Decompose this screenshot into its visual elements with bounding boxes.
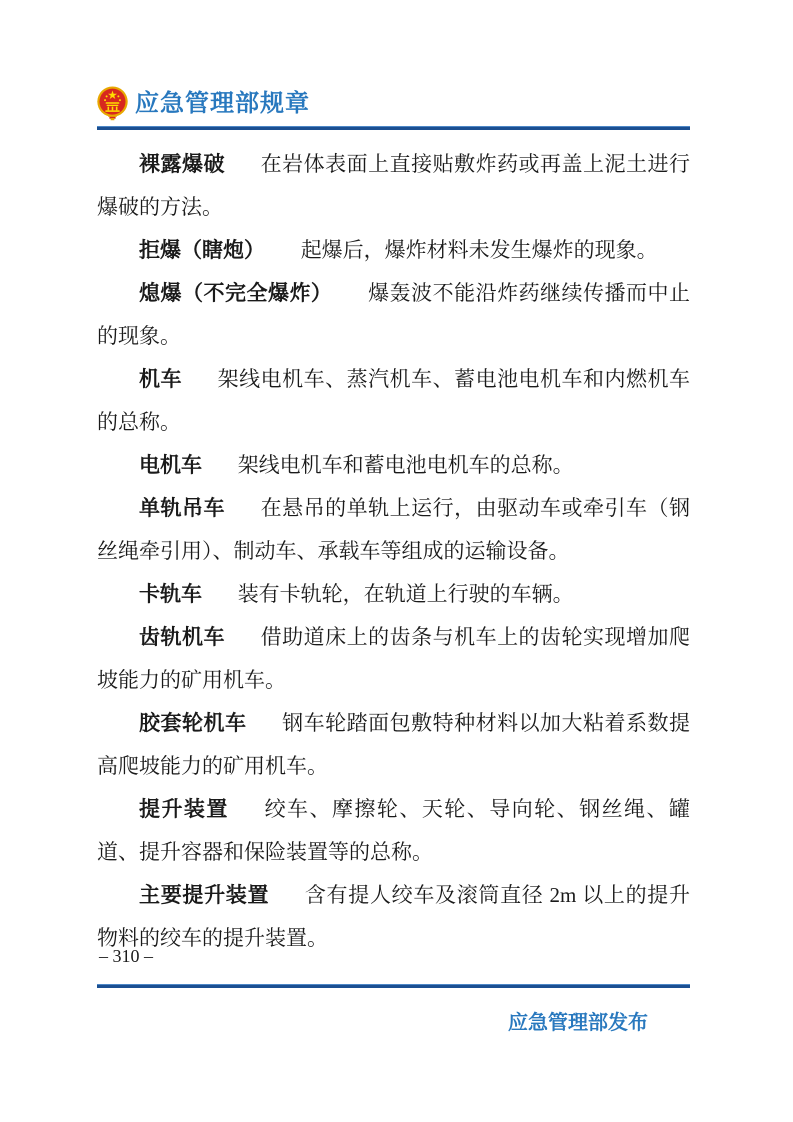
term-label: 卡轨车 [139,583,202,606]
term-definition: 借助道床上的齿条与机车上的齿轮实现增加爬坡能力的矿用机车。 [97,625,690,692]
term-label: 拒爆（瞎炮） [139,239,265,262]
page-number: – 310 – [99,946,153,966]
term-definition: 在岩体表面上直接贴敷炸药或再盖上泥土进行爆破的方法。 [97,152,690,219]
term-label: 单轨吊车 [139,497,225,520]
publisher-label: 应急管理部发布 [508,1012,648,1034]
term-label: 熄爆（不完全爆炸） [139,282,333,305]
term-label: 胶套轮机车 [139,712,247,735]
term-definition: 在悬吊的单轨上运行，由驱动车或牵引车（钢丝绳牵引用）、制动车、承载车等组成的运输设备。 [97,496,690,563]
term-label: 裸露爆破 [139,153,225,176]
term-definition: 爆轰波不能沿炸药继续传播而中止的现象。 [97,281,691,348]
definition-paragraph [97,358,690,444]
term-definition: 架线电机车、蒸汽机车、蓄电池电机车和内燃机车的总称。 [97,367,690,434]
definition-paragraph [97,229,690,272]
document-category-title: 应急管理部规章 [135,90,310,117]
definition-paragraph [97,788,690,874]
definition-paragraph [97,487,690,573]
term-definition: 架线电机车和蓄电池电机车的总称。 [237,453,574,477]
national-emblem-icon [97,86,128,121]
term-definition: 绞车、摩擦轮、天轮、导向轮、钢丝绳、罐道、提升容器和保险装置等的总称。 [97,797,690,864]
page-header [97,84,690,122]
definition-paragraph [97,272,690,358]
definition-paragraph [97,444,690,487]
term-definition: 钢车轮踏面包敷特种材料以加大粘着系数提高爬坡能力的矿用机车。 [97,711,691,778]
definition-paragraph [97,143,690,229]
term-label: 提升装置 [139,798,229,821]
definition-paragraph [97,616,690,702]
page-footer [97,941,690,1035]
definitions-body [97,143,690,960]
term-label: 机车 [139,368,182,391]
term-definition: 装有卡轨轮，在轨道上行驶的车辆。 [237,582,574,606]
definition-paragraph [97,573,690,616]
header-divider [97,126,690,130]
page-content [97,84,690,960]
term-label: 齿轨机车 [139,626,225,649]
term-definition: 含有提人绞车及滚筒直径 2m 以上的提升物料的绞车的提升装置。 [97,883,690,950]
definition-paragraph [97,702,690,788]
term-label: 电机车 [139,454,202,477]
footer-divider [97,984,690,988]
term-label: 主要提升装置 [139,884,270,907]
term-definition: 起爆后，爆炸材料未发生爆炸的现象。 [300,238,658,262]
